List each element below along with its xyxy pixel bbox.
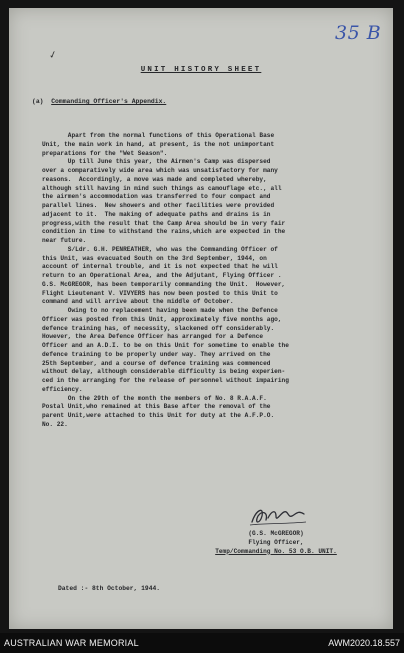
document-page	[9, 8, 393, 629]
body-line: S/Ldr. G.H. PENREATHER, who was the Commanding Officer of	[42, 245, 278, 253]
body-line: although still having in mind such things as camouflage etc., all	[42, 184, 282, 192]
body-line: preparations for the "Wet Season".	[42, 149, 168, 157]
caption-bar	[0, 633, 404, 653]
section-label: (a)	[32, 98, 44, 105]
body-line: Postal Unit,who remained at this Base after the removal of the	[42, 403, 271, 411]
body-line: Officer and an A.D.I. to be on this Unit for sometime to enable the	[42, 342, 289, 349]
body-line: Up till June this year, the Airmen's Camp was dispersed	[42, 158, 271, 166]
body-line: defence training to be properly under way. They arrived on the	[42, 350, 271, 358]
body-line: condition in time to withstand the rains,which are expected in the	[42, 228, 286, 236]
body-line: parent Unit,were attached to this Unit for duty at the A.F.P.O.	[42, 412, 275, 419]
section-title: Commanding Officer's Appendix.	[51, 98, 167, 105]
body-line: return to an Operational Area, and the Adjutant, Flying Officer .	[42, 272, 282, 279]
body-line: Officer was posted from this Unit, approximately five months ago,	[42, 315, 282, 323]
page-title: UNIT HISTORY SHEET	[140, 66, 262, 74]
body-line: ced in the arranging for the release of personnel without impairing	[42, 377, 289, 384]
body-text	[42, 132, 372, 430]
signatory-rank: Flying Officer,	[248, 538, 304, 546]
handwritten-signature-icon	[246, 502, 310, 530]
institution-label: AUSTRALIAN WAR MEMORIAL	[4, 638, 139, 648]
body-line: reasons. Accordingly, a move was made and completed whereby,	[42, 175, 267, 183]
date-line: Dated :- 8th October, 1944.	[58, 585, 161, 592]
body-line: this Unit, was evacuated South on the 3rd September, 1944, on	[42, 254, 267, 262]
body-line: parallel lines. New showers and other facilities were provided	[42, 202, 275, 209]
body-line: account of internal trouble, and it is not expected that he will	[42, 263, 278, 271]
body-line: adjacent to it. The making of adequate paths and drains is in	[42, 210, 271, 218]
body-line: Flight Lieutenant V. VIVYERS has now been posted to this Unit to	[42, 289, 278, 297]
body-line: On the 29th of the month the members of No. 8 R.A.A.F.	[42, 394, 267, 402]
body-line: over a comparatively wide area which was unsatisfactory for many	[42, 167, 278, 174]
body-line: G.S. McGREGOR, has been temporarily commanding the Unit. However,	[42, 280, 286, 288]
body-line: However, the Area Defence Officer has arranged for a Defence	[42, 333, 264, 341]
body-line: near future.	[42, 237, 87, 244]
body-line: Owing to no replacement having been made when the Defence	[42, 307, 278, 314]
body-line: efficiency.	[42, 385, 83, 393]
body-line: Unit, the main work in hand, at present, is the not unimportant	[42, 140, 275, 148]
body-line: without delay, although considerable difficulty is being experien-	[42, 368, 286, 376]
body-line: command and will arrive about the middle of October.	[42, 298, 234, 306]
body-line: the airmen's accommodation was transferred to four compact and	[42, 193, 271, 201]
corner-tick-mark: ✓	[47, 49, 59, 62]
body-line: Apart from the normal functions of this Operational Base	[42, 132, 275, 139]
section-heading	[32, 98, 166, 105]
handwritten-reference-number: 35 B	[335, 22, 382, 44]
signature-block	[191, 530, 361, 556]
body-line: progress,with the result that the Camp Area should be in very fair	[42, 219, 286, 227]
signatory-role: Temp/Commanding No. 53 O.B. UNIT.	[215, 547, 337, 555]
body-line: defence training has, of necessity, slackened off considerably.	[42, 324, 275, 332]
body-line: No. 22.	[42, 420, 68, 428]
accession-number: AWM2020.18.557	[328, 638, 400, 648]
signatory-name: (G.S. McGREGOR)	[248, 530, 304, 537]
body-line: 25th September, and a course of defence training was commenced	[42, 359, 271, 367]
